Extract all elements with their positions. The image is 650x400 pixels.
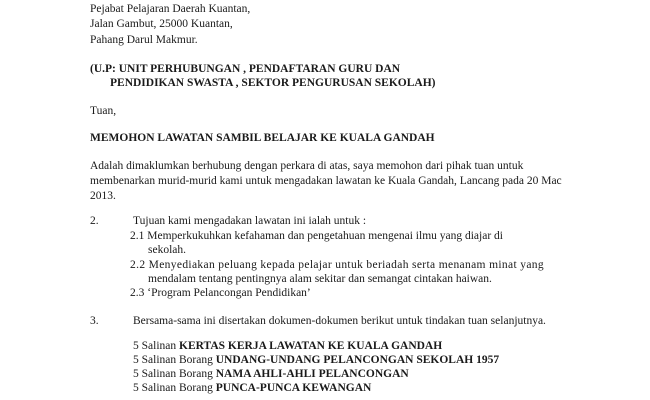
attachment-item [133, 367, 409, 381]
attachment-prefix: 5 Salinan Borang [133, 368, 216, 380]
attachment-title: UNDANG-UNDANG PELANCONGAN SEKOLAH 1957 [215, 354, 500, 366]
point-3-text: Bersama-sama ini disertakan dokumen-dokumen berikut untuk tindakan tuan selanjutnya. [133, 315, 546, 327]
point-2-3: 2.3 ‘Program Pelancongan Pendidikan’ [130, 287, 311, 299]
salutation: Tuan, [90, 105, 117, 117]
point-2-2-line-1: 2.2 Menyediakan peluang kepada pelajar untuk beriadah serta menanam minat yang [130, 259, 544, 271]
attachment-item [133, 381, 371, 395]
attachment-prefix: 5 Salinan Borang [133, 354, 216, 366]
point-2-1-line-2: sekolah. [148, 244, 187, 256]
point-2-1-line-1: 2.1 Memperkukuhkan kefahaman dan pengetahuan mengenai ilmu yang diajar di [130, 230, 503, 242]
attachment-item [133, 339, 442, 353]
address-line-1: Pejabat Pelajaran Daerah Kuantan, [90, 3, 251, 15]
subject-heading: MEMOHON LAWATAN SAMBIL BELAJAR KE KUALA GANDAH [90, 132, 435, 144]
address-line-3: Pahang Darul Makmur. [90, 34, 198, 46]
point-3-number: 3. [90, 315, 99, 327]
attention-line-2: PENDIDIKAN SWASTA , SEKTOR PENGURUSAN SEKOLAH) [110, 77, 436, 89]
attachment-title: NAMA AHLI-AHLI PELANCONGAN [215, 368, 409, 380]
intro-line-1: Adalah dimaklumkan berhubung dengan perkara di atas, saya memohon dari pihak tuan untuk [90, 160, 524, 172]
intro-line-2: membenarkan murid-murid kami untuk mengadakan lawatan ke Kuala Gandah, Lancang pada 20 Mac [90, 175, 562, 187]
attachment-prefix: 5 Salinan Borang [133, 382, 216, 394]
intro-line-3: 2013. [90, 190, 116, 202]
point-2-number: 2. [90, 215, 99, 227]
attachment-item [133, 353, 499, 367]
attachment-title: PUNCA-PUNCA KEWANGAN [215, 382, 372, 394]
attachment-title: KERTAS KERJA LAWATAN KE KUALA GANDAH [179, 340, 443, 352]
point-2-text: Tujuan kami mengadakan lawatan ini ialah untuk : [133, 215, 367, 227]
attachment-prefix: 5 Salinan [133, 340, 179, 352]
point-2-2-line-2: mendalam tentang pentingnya alam sekitar dan semangat cintakan haiwan. [148, 273, 492, 285]
attention-line-1: (U.P: UNIT PERHUBUNGAN , PENDAFTARAN GURU DAN [90, 63, 401, 75]
address-line-2: Jalan Gambut, 25000 Kuantan, [90, 18, 233, 30]
